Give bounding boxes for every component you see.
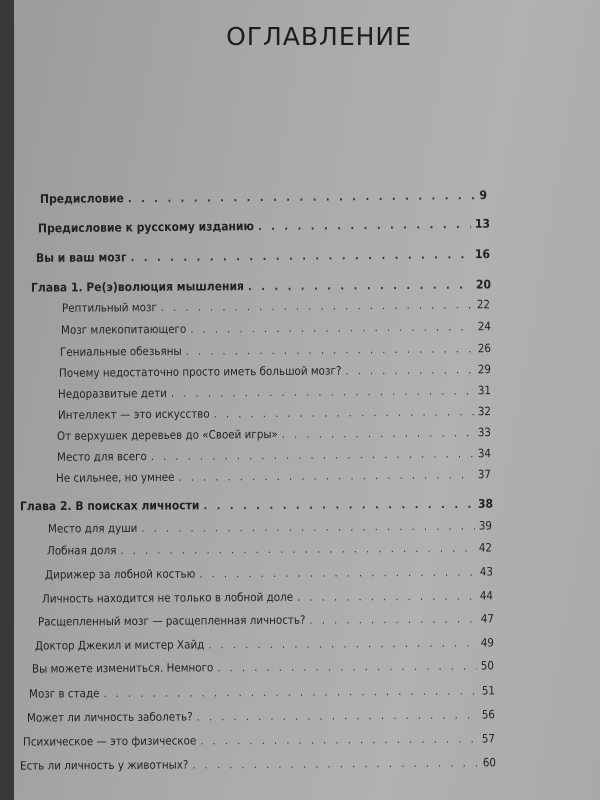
toc-leader-dots [217,660,477,675]
toc-leader-dots [190,320,474,335]
toc-entry-page: 51 [481,683,496,698]
toc-entry [20,755,496,772]
toc-leader-dots [178,468,473,484]
toc-entry [57,425,491,443]
toc-entry-page: 31 [477,383,492,398]
toc-chapter-2 [20,497,493,513]
toc-entry-title: Мозг в стаде [28,686,100,701]
toc-leader-dots [297,590,476,604]
toc-entry-page: 24 [477,319,492,334]
toc-entry-you-and-brain [36,247,490,265]
toc-entry-title: Не сильнее, но умнее [55,469,175,485]
toc-entry-page: 13 [474,216,491,231]
toc-entry-title: От верхушек деревьев до «Своей игры» [56,426,278,443]
book-page [14,0,600,800]
toc-entry-page: 20 [475,277,492,292]
toc-entry-page: 42 [478,540,493,555]
toc-leader-dots [186,342,474,358]
toc-entry-page: 32 [477,404,492,419]
toc-leader-dots [197,708,478,723]
toc-entry-page: 49 [480,635,495,650]
toc-entry-title: Лобная доля [46,543,117,558]
toc-entry-title: Мозг млекопитающего [60,321,187,337]
page-title: ОГЛАВЛЕНИЕ [226,22,412,51]
toc-entry-page: 57 [481,731,496,746]
toc-entry-title: Недоразвитые дети [57,385,168,401]
toc-entry [45,564,493,581]
toc-entry [58,383,491,401]
toc-entry-title: Гениальные обезьяны [59,343,182,359]
toc-entry-title: Глава 1. Ре(э)волюция мышления [30,279,245,295]
toc-entry-title: Дирижер за лобной костью [44,566,196,582]
toc-entry-title: Может ли личность заболеть? [26,709,193,725]
toc-entry-title: Есть ли личность у животных? [19,757,189,773]
table-of-contents [14,0,600,800]
toc-chapter-1 [31,277,491,294]
toc-entry-page: 50 [480,658,495,673]
toc-entry [38,611,494,628]
toc-entry-page: 43 [479,564,494,579]
toc-entry [59,362,491,380]
toc-entry-page: 34 [477,446,492,461]
toc-entry-page: 56 [481,707,496,722]
toc-entry-page: 39 [478,518,493,533]
toc-entry [58,404,491,422]
toc-leader-dots [345,363,474,377]
toc-leader-dots [214,405,474,420]
toc-entry-title: Доктор Джекил и мистер Хайд [34,637,205,653]
toc-entry-title: Расщепленный мозг — расщепленная личность? [37,612,306,629]
toc-leader-dots [199,566,476,581]
toc-entry-title: Вы и ваш мозг [35,250,127,265]
toc-entry-title: Глава 2. В поисках личности [19,498,200,514]
toc-entry [61,319,491,337]
toc-entry-title: Предисловие [39,191,124,206]
toc-entry [32,658,494,675]
toc-entry [27,707,495,724]
toc-leader-dots [141,520,475,535]
toc-entry-title: Вы можете измениться. Немного [31,660,214,676]
toc-entry-page: 26 [477,341,492,356]
toc-entry-title: Почему недостаточно просто иметь большой мозг? [58,363,342,380]
toc-entry-title: Предисловие к русскому изданию [37,219,255,236]
toc-entry [29,683,495,700]
toc-entry [62,297,490,315]
toc-entry [42,588,493,605]
toc-entry-page: 29 [477,362,492,377]
toc-entry-title: Психическое — это физическое [22,733,197,749]
toc-leader-dots [208,637,477,652]
toc-entry-title: Личность находится не только в лобной доле [41,589,294,606]
toc-entry-page: 44 [479,588,494,603]
toc-leader-dots [151,447,474,463]
toc-leader-dots [248,279,472,294]
toc-leader-dots [120,542,474,557]
toc-entry-page: 38 [477,496,494,511]
toc-entry [47,540,492,557]
toc-entry-title: Рептильный мозг [61,300,157,315]
toc-leader-dots [309,613,476,627]
toc-leader-dots [171,384,474,400]
toc-entry-page: 16 [474,247,491,262]
toc-entry [57,446,491,464]
toc-entry-page: 37 [477,467,492,482]
toc-leader-dots [131,248,472,264]
toc-entry-page: 60 [482,755,497,770]
toc-entry [23,731,495,748]
toc-entry-page: 47 [480,611,495,626]
toc-leader-dots [258,218,471,233]
toc-leader-dots [200,732,478,747]
toc-entry-preface [40,188,487,206]
toc-entry-russian-preface [38,217,490,236]
toc-entry-page: 9 [479,188,488,203]
toc-leader-dots [192,756,479,771]
toc-leader-dots [103,684,477,700]
toc-entry-title: Место для всего [56,449,147,464]
toc-entry-page: 33 [477,425,492,440]
toc-leader-dots [203,498,474,512]
toc-entry [48,518,492,535]
toc-entry [35,635,494,652]
toc-entry [56,467,491,485]
toc-entry-title: Место для души [47,520,138,536]
toc-entry [60,341,491,359]
toc-leader-dots [282,426,474,441]
toc-entry-page: 22 [476,297,491,312]
toc-entry-title: Интеллект — это искусство [57,406,210,422]
toc-leader-dots [128,189,476,205]
toc-leader-dots [161,298,473,314]
